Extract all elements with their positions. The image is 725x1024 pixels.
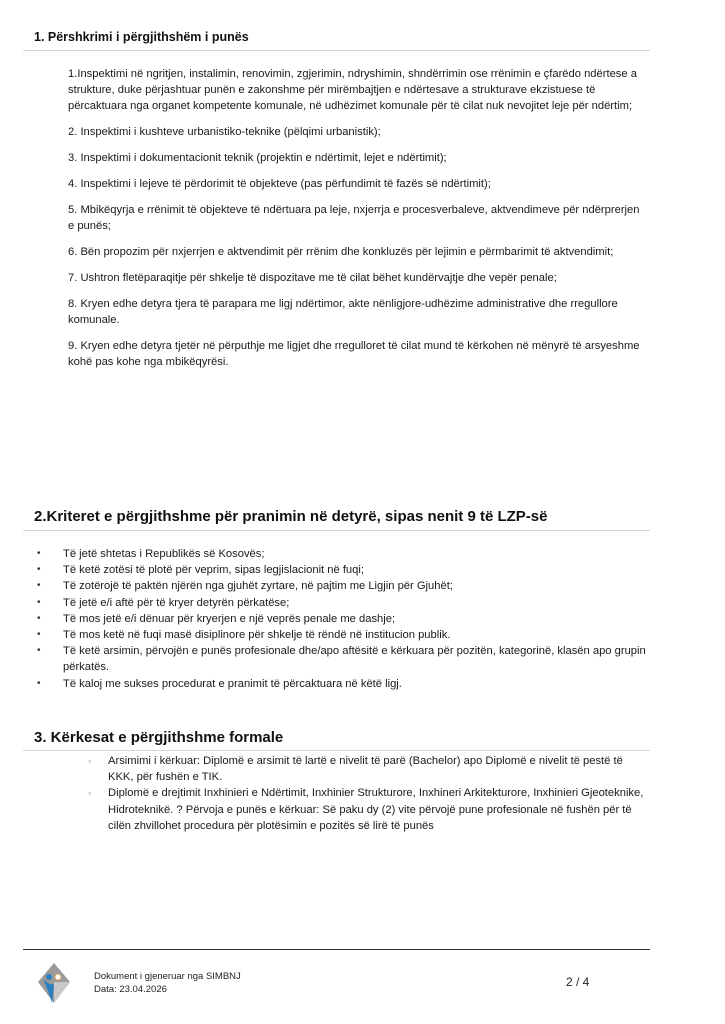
section-3-divider (23, 750, 650, 751)
duty-paragraph: 7. Ushtron fletëparaqitje për shkelje të dispozitave me të cilat bëhet kundërvajtje dhe vepër penale; (68, 272, 557, 284)
duty-paragraph: 3. Inspektimi i dokumentacionit teknik (projektin e ndërtimit, lejet e ndërtimit); (68, 152, 447, 164)
list-item (88, 753, 648, 785)
simbnj-logo-icon (36, 962, 72, 1004)
duty-paragraph: 6. Bën propozim për nxjerrjen e aktvendimit për rrënim dhe konkluzës për lejimin e përmbarimit të aktvendimit; (68, 246, 614, 258)
list-item-text: Të mos ketë në fuqi masë disiplinore për shkelje të rëndë në institucion publik. (63, 629, 451, 642)
section-2-divider (23, 530, 650, 531)
list-item-text: Arsimimi i kërkuar: Diplomë e arsimit të lartë e nivelit të parë (Bachelor) apo Diplomë e nivelit të pestë të KKK, për fushën e TIK. (108, 755, 623, 784)
list-item-text: Diplomë e drejtimit Inxhinieri e Ndërtimit, Inxhinier Strukturore, Inxhineri Arkitekturore, Inxhinieri Gjeoteknike, Hidroteknikë. ? Përvoja e punës e kërkuar: Së paku dy (2) vite përvojë pune profesionale në fushën për të cilën zhvillohet procedura për plotësimin e pozitës së lirë të punës (108, 787, 644, 832)
bullet-icon: • (37, 677, 41, 689)
bullet-icon: • (37, 645, 41, 657)
section-1-body (68, 66, 648, 380)
duty-paragraph: 9. Kryen edhe detyra tjetër në përputhje me ligjet dhe rregulloret të cilat mund të kërkohen në mënyrë të arsyeshme kohë pas kohe nga mbikëqyrësi. (68, 340, 640, 368)
page-number: 2 / 4 (566, 975, 590, 989)
duty-paragraph: 8. Kryen edhe detyra tjera të parapara me ligj ndërtimor, akte nënligjore-udhëzime administrative dhe rregullore komunale. (68, 298, 618, 326)
list-item-text: Të ketë arsimin, përvojën e punës profesionale dhe/apo aftësitë e kërkuara për pozitën, kategorinë, klasën apo grupin përkatës. (63, 645, 646, 674)
list-item-text: Të mos jetë e/i dënuar për kryerjen e një veprës penale me dashje; (63, 612, 396, 625)
bullet-icon: • (37, 580, 41, 592)
duty-paragraph: 1.Inspektimi në ngritjen, instalimin, renovimin, zgjerimin, ndryshimin, shndërrimin ose rrënimin e çfarëdo ndërtese a strukture, duke përjashtuar punën e zakonshme për mirëmbajtjen e ndërtesave a strukturave ekzistuese të përcaktuara nga organet kompetente komunale, në udhëzimet komunale për të cilat nuk nevojitet leje për ndërtim; (68, 68, 637, 112)
bullet-icon: • (37, 548, 41, 559)
bullet-icon: • (37, 612, 41, 624)
footer-divider (23, 949, 650, 950)
list-item-text: Të jetë e/i aftë për të kryer detyrën përkatëse; (63, 596, 290, 609)
section-3-heading: 3. Kërkesat e përgjithshme formale (34, 729, 284, 746)
generated-by-label: Dokument i gjeneruar nga SIMBNJ (94, 971, 241, 982)
bullet-icon: ◦ (88, 756, 92, 766)
list-item-text: Të kaloj me sukses procedurat e pranimit të përcaktuara në këtë ligj. (63, 677, 402, 690)
list-item (37, 595, 657, 611)
section-2-heading: 2.Kriteret e përgjithshme për pranimin në detyrë, sipas nenit 9 të LZP-së (34, 508, 548, 525)
logo-head-light (55, 974, 61, 980)
duty-paragraph: 5. Mbikëqyrja e rrënimit të objekteve të ndërtuara pa leje, nxjerrja e procesverbaleve, aktvendimeve për ndërprerjen e punës; (68, 204, 640, 232)
list-item (37, 676, 657, 692)
list-item (37, 611, 657, 627)
list-item (37, 627, 657, 643)
formal-requirements-list (88, 753, 648, 834)
section-1-heading: 1. Përshkrimi i përgjithshëm i punës (34, 30, 249, 44)
list-item-text: Të ketë zotësi të plotë për veprim, sipas legjislacionit në fuqi; (63, 564, 364, 577)
list-item (37, 643, 657, 675)
document-date: Data: 23.04.2026 (94, 984, 167, 995)
bullet-icon: • (37, 629, 41, 641)
section-1-divider (23, 50, 650, 51)
list-item-text: Të jetë shtetas i Republikës së Kosovës; (63, 548, 265, 560)
list-item (37, 546, 657, 562)
list-item (37, 578, 657, 594)
list-item (88, 785, 648, 834)
logo-head-blue (46, 974, 52, 980)
footer-text (94, 970, 241, 996)
bullet-icon: ◦ (88, 788, 92, 799)
logo-facet (54, 982, 70, 1003)
criteria-list (37, 546, 657, 692)
bullet-icon: • (37, 564, 41, 576)
list-item-text: Të zotërojë të paktën njërën nga gjuhët zyrtare, në pajtim me Ligjin për Gjuhët; (63, 580, 453, 593)
duty-paragraph: 2. Inspektimi i kushteve urbanistiko-teknike (pëlqimi urbanistik); (68, 126, 381, 138)
duty-paragraph: 4. Inspektimi i lejeve të përdorimit të objekteve (pas përfundimit të fazës së ndërtimit); (68, 178, 491, 190)
list-item (37, 562, 657, 578)
bullet-icon: • (37, 596, 41, 608)
